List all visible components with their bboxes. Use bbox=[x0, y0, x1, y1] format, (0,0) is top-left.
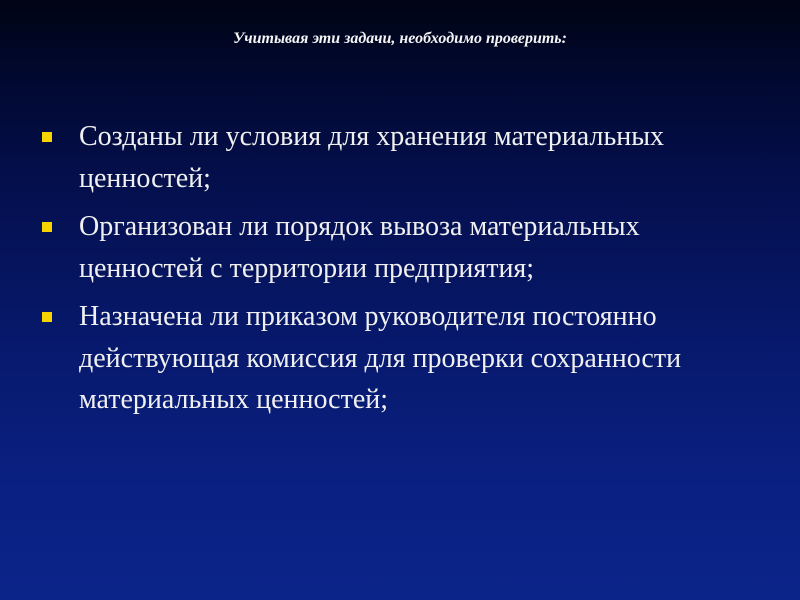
square-bullet-icon bbox=[42, 132, 52, 142]
bullet-item bbox=[42, 116, 742, 199]
bullet-text: Назначена ли приказом руководителя постоянно действующая комиссия для проверки сохранности материальных ценностей; bbox=[79, 301, 682, 415]
square-bullet-icon bbox=[42, 222, 52, 232]
bullet-list bbox=[42, 116, 742, 428]
bullet-text: Созданы ли условия для хранения материальных ценностей; bbox=[79, 121, 665, 194]
bullet-item bbox=[42, 206, 742, 289]
bullet-item bbox=[42, 296, 742, 421]
square-bullet-icon bbox=[42, 312, 52, 322]
slide-title: Учитывая эти задачи, необходимо проверить: bbox=[233, 30, 567, 47]
bullet-text: Организован ли порядок вывоза материальных ценностей с территории предприятия; bbox=[79, 211, 640, 284]
